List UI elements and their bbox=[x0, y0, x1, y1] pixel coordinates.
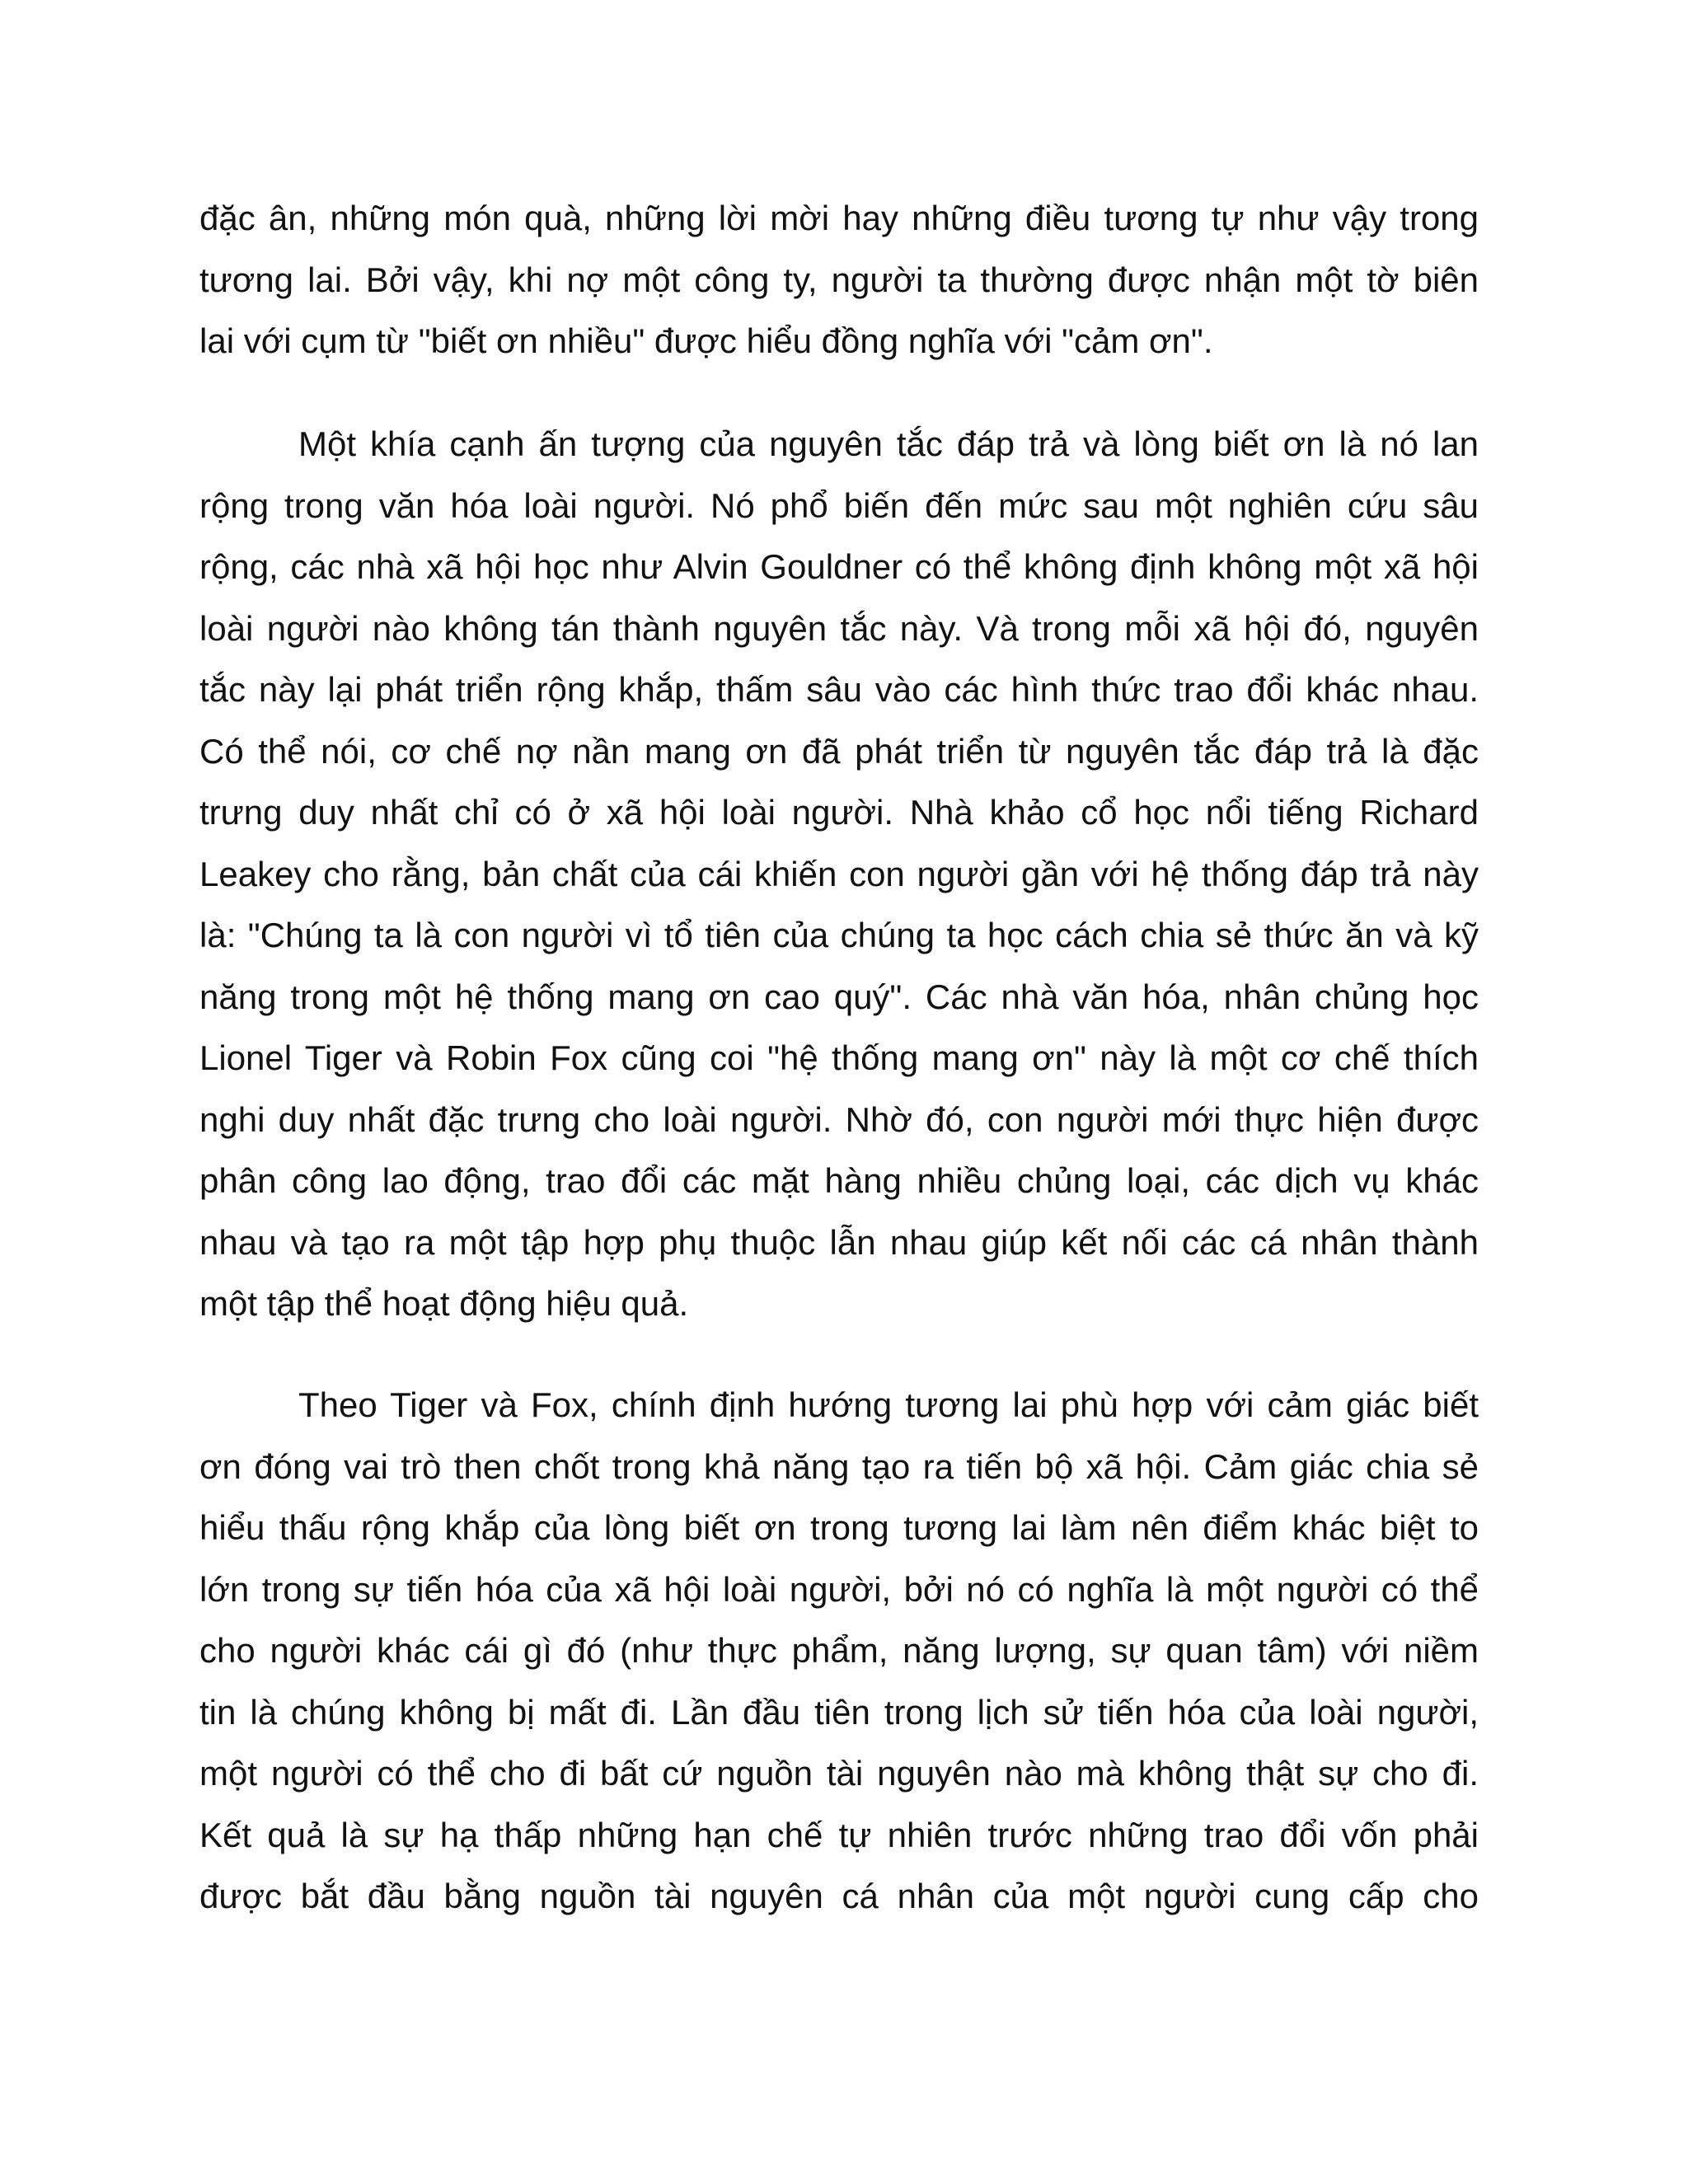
text-line: lai với cụm từ "biết ơn nhiều" được hiểu đồng nghĩa với "cảm ơn". bbox=[199, 321, 1213, 360]
text-line: tắc này lại phát triển rộng khắp, thấm sâu vào các hình thức trao đổi khác nhau. bbox=[199, 670, 1479, 709]
paragraph-3 bbox=[199, 1375, 1479, 1928]
text-line: nghi duy nhất đặc trưng cho loài người. Nhờ đó, con người mới thực hiện được bbox=[199, 1099, 1479, 1139]
text-line: tương lai. Bởi vậy, khi nợ một công ty, người ta thường được nhận một tờ biên bbox=[199, 260, 1479, 299]
text-line: Có thể nói, cơ chế nợ nần mang ơn đã phát triển từ nguyên tắc đáp trả là đặc bbox=[199, 731, 1479, 771]
paragraph-1 bbox=[199, 188, 1479, 373]
text-line: phân công lao động, trao đổi các mặt hàng nhiều chủng loại, các dịch vụ khác bbox=[199, 1161, 1479, 1200]
text-line: một tập thể hoạt động hiệu quả. bbox=[199, 1284, 689, 1323]
text-line: đặc ân, những món quà, những lời mời hay những điều tương tự như vậy trong bbox=[199, 199, 1479, 237]
text-line: hiểu thấu rộng khắp của lòng biết ơn trong tương lai làm nên điểm khác biệt to bbox=[199, 1508, 1479, 1547]
text-line: rộng trong văn hóa loài người. Nó phổ biến đến mức sau một nghiên cứu sâu bbox=[199, 485, 1479, 525]
text-line: lớn trong sự tiến hóa của xã hội loài người, bởi nó có nghĩa là một người có thể bbox=[199, 1569, 1479, 1609]
text-line: ơn đóng vai trò then chốt trong khả năng tạo ra tiến bộ xã hội. Cảm giác chia sẻ bbox=[199, 1446, 1479, 1486]
text-line: cho người khác cái gì đó (như thực phẩm, năng lượng, sự quan tâm) với niềm bbox=[199, 1631, 1479, 1670]
text-line: Lionel Tiger và Robin Fox cũng coi "hệ thống mang ơn" này là một cơ chế thích bbox=[199, 1038, 1479, 1077]
text-line: loài người nào không tán thành nguyên tắc này. Và trong mỗi xã hội đó, nguyên bbox=[199, 608, 1479, 648]
text-line: Leakey cho rằng, bản chất của cái khiến con người gần với hệ thống đáp trả này bbox=[199, 854, 1479, 893]
text-line: một người có thể cho đi bất cứ nguồn tài nguyên nào mà không thật sự cho đi. bbox=[199, 1754, 1479, 1793]
text-line: trưng duy nhất chỉ có ở xã hội loài người. Nhà khảo cổ học nổi tiếng Richard bbox=[199, 793, 1479, 832]
text-line: nhau và tạo ra một tập hợp phụ thuộc lẫn nhau giúp kết nối các cá nhân thành bbox=[199, 1222, 1479, 1262]
text-line: năng trong một hệ thống mang ơn cao quý". Các nhà văn hóa, nhân chủng học bbox=[199, 977, 1479, 1016]
paragraph-2 bbox=[199, 414, 1479, 1335]
text-line: được bắt đầu bằng nguồn tài nguyên cá nhân của một người cung cấp cho bbox=[199, 1877, 1479, 1915]
text-line: là: "Chúng ta là con người vì tổ tiên của chúng ta học cách chia sẻ thức ăn và kỹ bbox=[199, 916, 1479, 954]
text-line: Theo Tiger và Fox, chính định hướng tương lai phù hợp với cảm giác biết bbox=[298, 1385, 1479, 1424]
text-line: Một khía cạnh ấn tượng của nguyên tắc đáp trả và lòng biết ơn là nó lan bbox=[298, 424, 1479, 463]
text-line: rộng, các nhà xã hội học như Alvin Gouldner có thể không định không một xã hội bbox=[199, 547, 1479, 586]
text-line: tin là chúng không bị mất đi. Lần đầu tiên trong lịch sử tiến hóa của loài người, bbox=[199, 1692, 1479, 1732]
text-line: Kết quả là sự hạ thấp những hạn chế tự nhiên trước những trao đổi vốn phải bbox=[199, 1815, 1479, 1854]
